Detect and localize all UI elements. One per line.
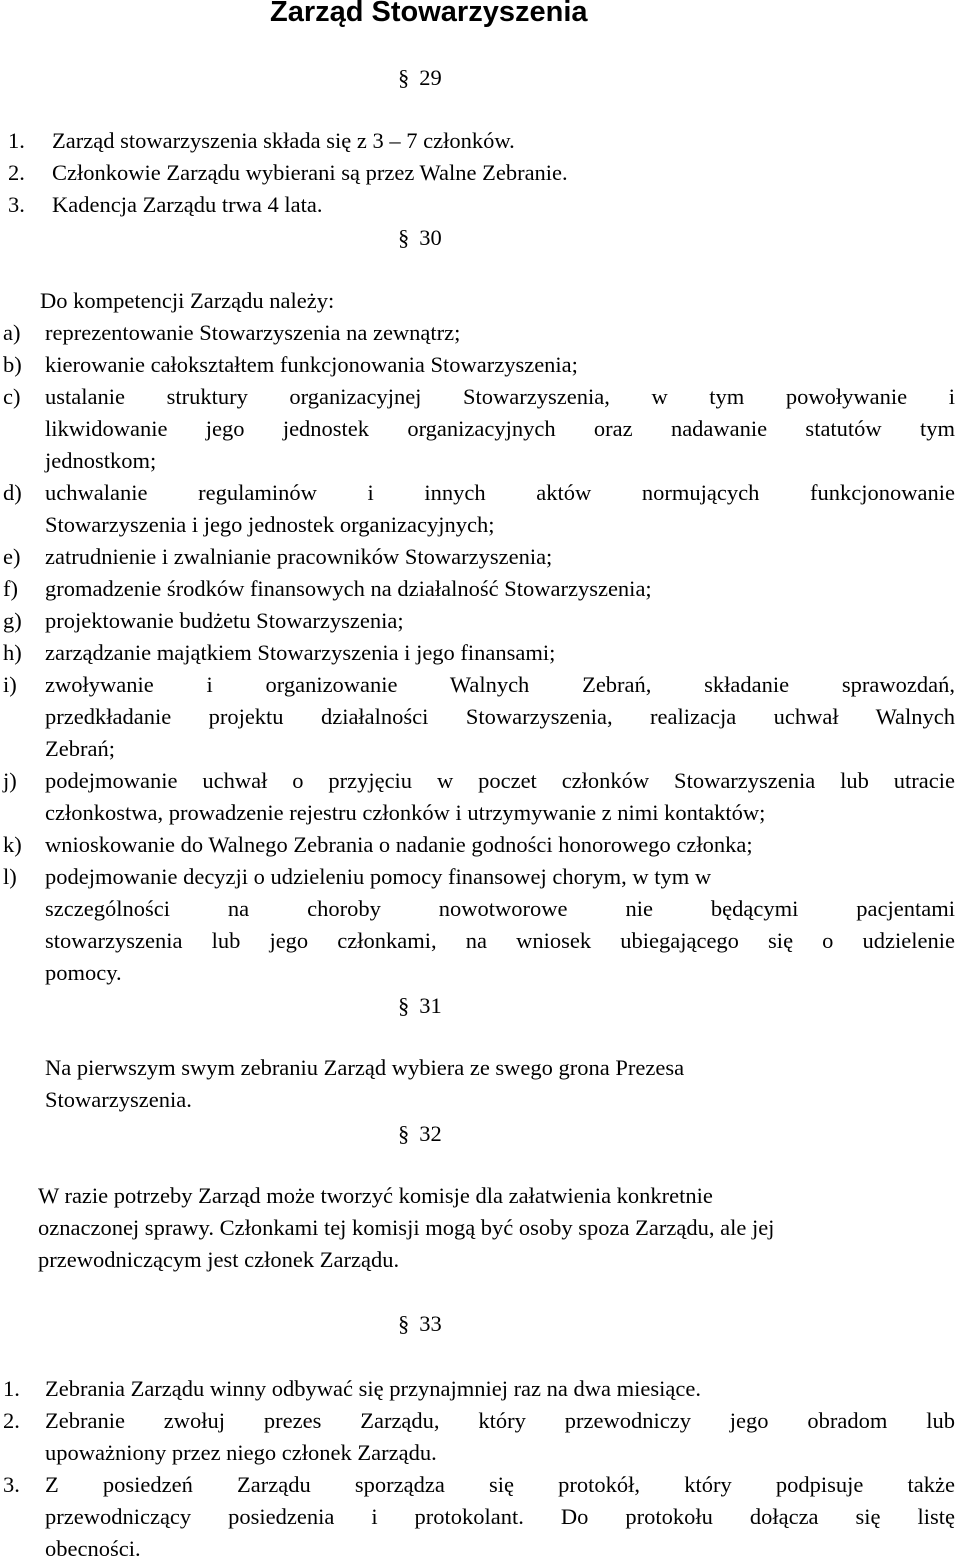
list-marker: h) bbox=[3, 640, 22, 665]
list-item-text: Z posiedzeń Zarządu sporządza się protokół, który podpisuje także bbox=[45, 1472, 955, 1497]
list-marker: 1. bbox=[3, 1376, 20, 1401]
paragraph-text: Stowarzyszenia. bbox=[45, 1087, 192, 1112]
list-item-text: Zebrań; bbox=[45, 736, 115, 761]
list-item-text: Kadencja Zarządu trwa 4 lata. bbox=[52, 192, 323, 217]
list-item-text: członkostwa, prowadzenie rejestru członków i utrzymywanie z nimi kontaktów; bbox=[45, 800, 766, 825]
list-item-text: stowarzyszenia lub jego członkami, na wniosek ubiegającego się o udzielenie bbox=[45, 928, 955, 953]
list-item-text: pomocy. bbox=[45, 960, 122, 985]
list-marker: e) bbox=[3, 544, 21, 569]
list-item-text: gromadzenie środków finansowych na działalność Stowarzyszenia; bbox=[45, 576, 652, 601]
list-item-text: przewodniczący posiedzenia i protokolant. Do protokołu dołącza się listę bbox=[45, 1504, 955, 1529]
list-item-text: Zebranie zwołuj prezes Zarządu, który przewodniczy jego obradom lub bbox=[45, 1408, 955, 1433]
list-marker: j) bbox=[3, 768, 17, 793]
list-item-text: przedkładanie projektu działalności Stowarzyszenia, realizacja uchwał Walnych bbox=[45, 704, 955, 729]
section-number: 29 bbox=[419, 65, 442, 90]
list-marker: 2. bbox=[3, 1408, 20, 1433]
list-item-text: szczególności na choroby nowotworowe nie będącymi pacjentami bbox=[45, 896, 955, 921]
section-30-heading bbox=[398, 222, 442, 254]
list-marker: f) bbox=[3, 576, 18, 601]
list-marker: 3. bbox=[3, 1472, 20, 1497]
list-item-text: Zarząd stowarzyszenia składa się z 3 – 7 członków. bbox=[52, 128, 515, 153]
list-marker: 1. bbox=[8, 128, 25, 153]
paragraph-text: Na pierwszym swym zebraniu Zarząd wybiera ze swego grona Prezesa bbox=[45, 1055, 685, 1080]
list-item-text: zwoływanie i organizowanie Walnych Zebrań, składanie sprawozdań, bbox=[45, 672, 955, 697]
section-symbol: § bbox=[398, 1121, 410, 1146]
list-marker: 3. bbox=[8, 192, 25, 217]
section-32-heading bbox=[398, 1118, 442, 1150]
list-marker: 2. bbox=[8, 160, 25, 185]
section-intro: Do kompetencji Zarządu należy: bbox=[40, 288, 335, 313]
list-item-text: upoważniony przez niego członek Zarządu. bbox=[45, 1440, 437, 1465]
section-number: 30 bbox=[419, 225, 442, 250]
section-symbol: § bbox=[398, 993, 410, 1018]
paragraph-text: przewodniczącym jest członek Zarządu. bbox=[38, 1247, 400, 1272]
section-number: 33 bbox=[419, 1311, 442, 1336]
list-marker: b) bbox=[3, 352, 22, 377]
section-29-heading bbox=[398, 62, 442, 94]
list-marker: k) bbox=[3, 832, 22, 857]
list-marker: i) bbox=[3, 672, 17, 697]
section-33-heading bbox=[398, 1308, 442, 1340]
paragraph-text: oznaczonej sprawy. Członkami tej komisji mogą być osoby spoza Zarządu, ale jej bbox=[38, 1215, 775, 1240]
section-number: 32 bbox=[419, 1121, 442, 1146]
list-item-text: podejmowanie decyzji o udzieleniu pomocy finansowej chorym, w tym w bbox=[45, 864, 712, 889]
list-item-text: jednostkom; bbox=[45, 448, 157, 473]
section-symbol: § bbox=[398, 65, 410, 90]
list-marker: g) bbox=[3, 608, 22, 633]
list-item-text: ustalanie struktury organizacyjnej Stowarzyszenia, w tym powoływanie i bbox=[45, 384, 955, 409]
page-title: Zarząd Stowarzyszenia bbox=[270, 0, 588, 28]
list-item-text: kierowanie całokształtem funkcjonowania Stowarzyszenia; bbox=[45, 352, 578, 377]
list-item-text: Stowarzyszenia i jego jednostek organizacyjnych; bbox=[45, 512, 495, 537]
list-item-text: zarządzanie majątkiem Stowarzyszenia i jego finansami; bbox=[45, 640, 556, 665]
list-item-text: projektowanie budżetu Stowarzyszenia; bbox=[45, 608, 404, 633]
section-symbol: § bbox=[398, 1311, 410, 1336]
list-marker: c) bbox=[3, 384, 21, 409]
paragraph-text: W razie potrzeby Zarząd może tworzyć komisje dla załatwienia konkretnie bbox=[38, 1183, 713, 1208]
list-item-text: zatrudnienie i zwalnianie pracowników Stowarzyszenia; bbox=[45, 544, 553, 569]
section-31-heading bbox=[398, 990, 442, 1022]
list-marker: a) bbox=[3, 320, 21, 345]
section-symbol: § bbox=[398, 225, 410, 250]
list-item-text: uchwalanie regulaminów i innych aktów normujących funkcjonowanie bbox=[45, 480, 955, 505]
list-item-text: obecności. bbox=[45, 1536, 141, 1561]
list-item-text: Członkowie Zarządu wybierani są przez Walne Zebranie. bbox=[52, 160, 568, 185]
list-item-text: likwidowanie jego jednostek organizacyjnych oraz nadawanie statutów tym bbox=[45, 416, 955, 441]
list-marker: l) bbox=[3, 864, 17, 889]
list-marker: d) bbox=[3, 480, 22, 505]
list-item-text: Zebrania Zarządu winny odbywać się przynajmniej raz na dwa miesiące. bbox=[45, 1376, 701, 1401]
list-item-text: podejmowanie uchwał o przyjęciu w poczet członków Stowarzyszenia lub utracie bbox=[45, 768, 955, 793]
section-number: 31 bbox=[419, 993, 442, 1018]
list-item-text: reprezentowanie Stowarzyszenia na zewnątrz; bbox=[45, 320, 461, 345]
list-item-text: wnioskowanie do Walnego Zebrania o nadanie godności honorowego członka; bbox=[45, 832, 753, 857]
